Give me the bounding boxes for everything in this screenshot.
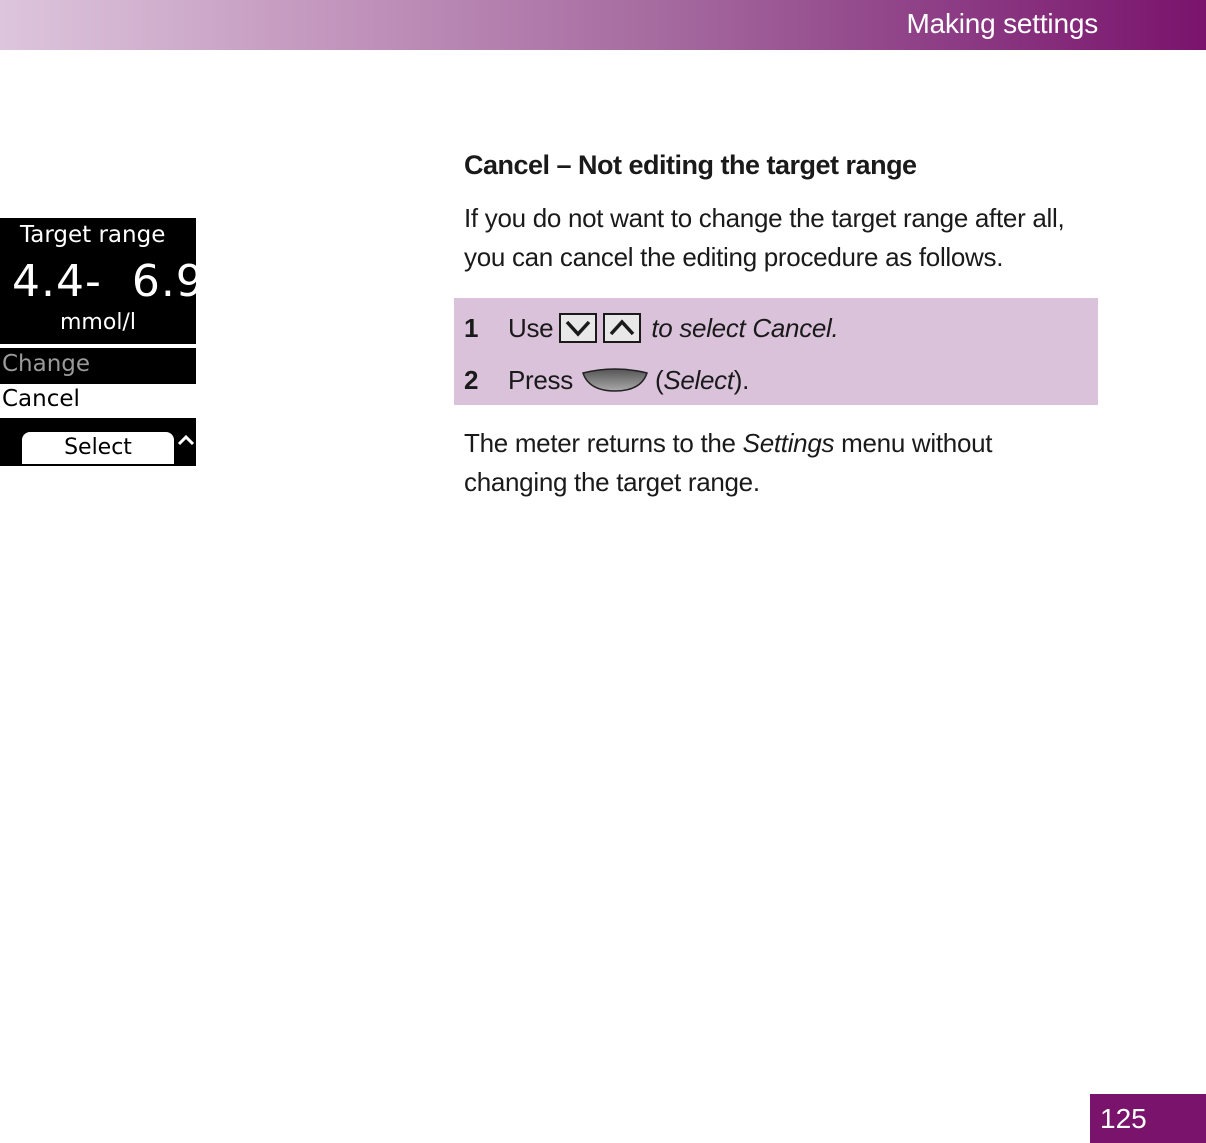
meter-menu-item-change: Change <box>0 348 196 384</box>
section-heading: Cancel – Not editing the target range <box>464 150 917 180</box>
meter-target-value: 4.4- 6.9 <box>12 256 205 307</box>
section-title: Making settings <box>906 8 1098 39</box>
page-number: 125 <box>1090 1094 1206 1143</box>
meter-screen-illustration <box>0 218 205 468</box>
instruction-steps <box>454 298 1098 405</box>
step-text-select: Select <box>663 364 734 395</box>
step-1 <box>464 308 838 348</box>
meter-unit: mmol/l <box>60 310 136 335</box>
meter-menu-item-cancel: Cancel <box>2 386 80 412</box>
chevron-up-icon <box>176 430 196 450</box>
settings-menu-reference: Settings <box>742 428 835 458</box>
meter-display-top <box>0 218 205 344</box>
step-2: 2 Press ( Select ). <box>464 364 750 395</box>
select-button-icon <box>581 367 649 393</box>
main-content <box>464 150 1104 277</box>
step-number: 1 <box>464 312 479 343</box>
result-paragraph: The meter returns to the Settings menu without changing the target range. <box>464 428 993 497</box>
step-text-select-cancel: to select Cancel. <box>651 312 839 343</box>
meter-select-softkey: Select <box>22 432 174 464</box>
header-bar <box>0 0 1206 50</box>
step-text-use: Use <box>508 312 554 343</box>
step-text-press: Press <box>508 364 573 395</box>
intro-paragraph: If you do not want to change the target range after all, you can cancel the editing procedure as follows. <box>464 203 1065 272</box>
meter-softkey-bar <box>0 418 196 466</box>
step-number: 2 <box>464 364 479 395</box>
down-arrow-button-icon <box>559 313 597 343</box>
meter-screen-title: Target range <box>20 222 166 248</box>
up-arrow-button-icon <box>603 313 641 343</box>
